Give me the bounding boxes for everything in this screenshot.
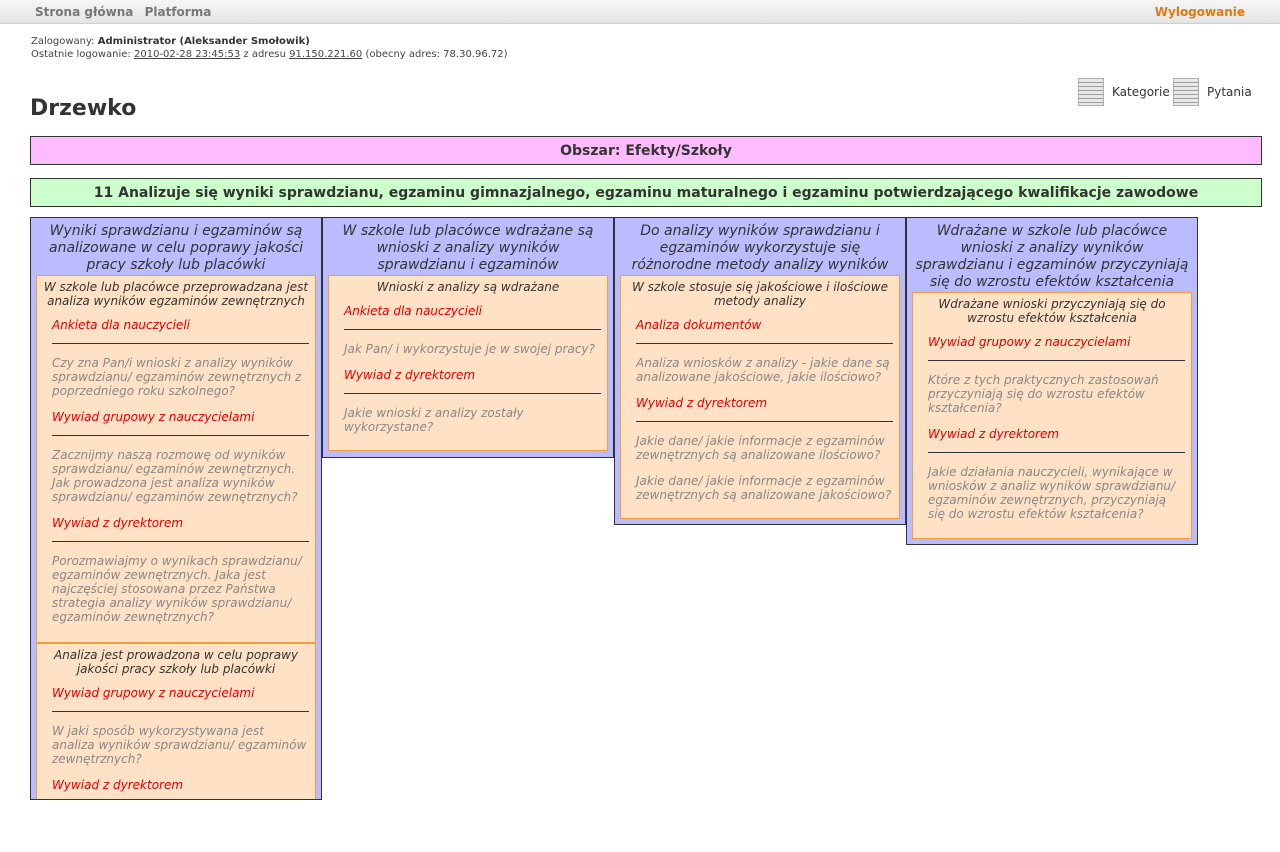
user-info <box>31 35 508 61</box>
questions-icon <box>1173 78 1199 106</box>
indicator-box <box>620 275 900 519</box>
question: Które z tych praktycznych zastosowań przyczyniają się do wzrostu efektów kształcenia? <box>928 373 1159 415</box>
question: W jaki sposób wykorzystywana jest analiza wyników sprawdzianu/ egzaminów zewnętrznych? <box>52 724 307 766</box>
column-title: Wyniki sprawdzianu i egzaminów są analizowane w celu poprawy jakości pracy szkoły lub placówki <box>49 223 303 273</box>
logout-link[interactable]: Wylogowanie <box>1154 5 1245 19</box>
separator <box>636 421 893 422</box>
last-login-ip[interactable]: 91.150.221.60 <box>289 49 363 60</box>
logged-label: Zalogowany: <box>31 36 95 47</box>
tool-link[interactable]: Wywiad grupowy z nauczycielami <box>52 686 255 700</box>
separator <box>344 329 601 330</box>
tool-link[interactable]: Wywiad grupowy z nauczycielami <box>928 335 1131 349</box>
top-nav <box>35 5 218 19</box>
requirement-bar: 11 Analizuje się wyniki sprawdzianu, egzaminu gimnazjalnego, egzaminu maturalnego i egzaminu potwierdzającego kwalifikacje zawodowe <box>30 178 1262 207</box>
nav-platform-link[interactable]: Platforma <box>144 5 212 19</box>
questions-link[interactable] <box>1173 78 1252 106</box>
indicator-title: Analiza jest prowadzona w celu poprawy jakości pracy szkoły lub placówki <box>53 648 299 676</box>
tool-link[interactable]: Ankieta dla nauczycieli <box>52 318 191 332</box>
question: Jakie wnioski z analizy zostały wykorzystane? <box>344 406 524 434</box>
indicator-box <box>36 643 316 800</box>
tool-link[interactable]: Wywiad z dyrektorem <box>636 396 768 410</box>
question: Porozmawiajmy o wynikach sprawdzianu/ egzaminów zewnętrznych. Jaka jest najczęściej stosowana przez Państwa strategia analizy wyników sprawdzianu/ egzaminów zewnętrznych? <box>52 554 302 624</box>
question: Analiza wniosków z analizy - jakie dane są analizowane jakościowe, jakie ilościowo? <box>636 356 890 384</box>
separator <box>636 343 893 344</box>
tool-link[interactable]: Wywiad z dyrektorem <box>52 778 184 792</box>
question: Zacznijmy naszą rozmowę od wyników sprawdzianu/ egzaminów zewnętrznych. Jak prowadzona jest analiza wyników sprawdzianu/ egzaminów zewnętrznych? <box>52 448 298 504</box>
last-login-date[interactable]: 2010-02-28 23:45:53 <box>134 49 241 60</box>
indicator-title: Wnioski z analizy są wdrażane <box>376 280 560 294</box>
area-bar: Obszar: Efekty/Szkoły <box>30 136 1262 165</box>
separator <box>928 360 1185 361</box>
indicator-title: Wdrażane wnioski przyczyniają się do wzrostu efektów kształcenia <box>938 297 1166 325</box>
indicator-title: W szkole lub placówce przeprowadzana jest analiza wyników egzaminów zewnętrznych <box>43 280 309 308</box>
tool-link[interactable]: Wywiad z dyrektorem <box>928 427 1060 441</box>
questions-label: Pytania <box>1207 85 1252 99</box>
indicator-box <box>36 275 316 643</box>
indicator-box <box>912 292 1192 539</box>
question: Jakie dane/ jakie informacje z egzaminów zewnętrznych są analizowane ilościowo? <box>636 434 885 462</box>
question: Jak Pan/ i wykorzystuje je w swojej pracy? <box>344 342 595 356</box>
column-2 <box>322 217 614 458</box>
column-title: Do analizy wyników sprawdzianu i egzaminów wykorzystuje się różnorodne metody analizy wyników <box>631 223 889 273</box>
tool-link[interactable]: Wywiad z dyrektorem <box>344 368 476 382</box>
column-title: W szkole lub placówce wdrażane są wnioski z analizy wyników sprawdzianu i egzaminów <box>342 223 594 273</box>
tool-link[interactable]: Wywiad z dyrektorem <box>52 516 184 530</box>
tool-link[interactable]: Ankieta dla nauczycieli <box>344 304 483 318</box>
column-1 <box>30 217 322 800</box>
separator <box>52 711 309 712</box>
column-4 <box>906 217 1198 545</box>
nav-home-link[interactable]: Strona główna <box>35 5 134 19</box>
logged-user: Administrator (Aleksander Smołowik) <box>97 36 310 47</box>
last-login-label: Ostatnie logowanie: <box>31 49 131 60</box>
categories-label: Kategorie <box>1112 85 1170 99</box>
indicator-box <box>328 275 608 451</box>
top-bar <box>0 0 1280 24</box>
separator <box>52 541 309 542</box>
column-3 <box>614 217 906 525</box>
question: Czy zna Pan/i wnioski z analizy wyników sprawdzianu/ egzaminów zewnętrznych z poprzedniego roku szkolnego? <box>52 356 302 398</box>
tool-link[interactable]: Analiza dokumentów <box>636 318 762 332</box>
question: Jakie dane/ jakie informacje z egzaminów zewnętrznych są analizowane jakościowo? <box>636 474 892 502</box>
separator <box>52 435 309 436</box>
separator <box>344 393 601 394</box>
tool-link[interactable]: Wywiad grupowy z nauczycielami <box>52 410 255 424</box>
page-title: Drzewko <box>30 96 137 121</box>
column-title: Wdrażane w szkole lub placówce wnioski z analizy wyników sprawdzianu i egzaminów przyczyniają się do wzrostu efektów kształcenia <box>915 223 1189 290</box>
indicator-title: W szkole stosuje się jakościowe i ilościowe metody analizy <box>632 280 888 308</box>
current-address: (obecny adres: 78.30.96.72) <box>365 49 508 60</box>
question: Jakie działania nauczycieli, wynikające w wniosków z analiz wyników sprawdzianu/ egzaminów zewnętrznych, przyczyniają się do wzrostu efektów kształcenia? <box>928 465 1176 521</box>
categories-link[interactable] <box>1078 78 1170 106</box>
separator <box>928 452 1185 453</box>
from-label: z adresu <box>243 49 286 60</box>
categories-icon <box>1078 78 1104 106</box>
separator <box>52 343 309 344</box>
